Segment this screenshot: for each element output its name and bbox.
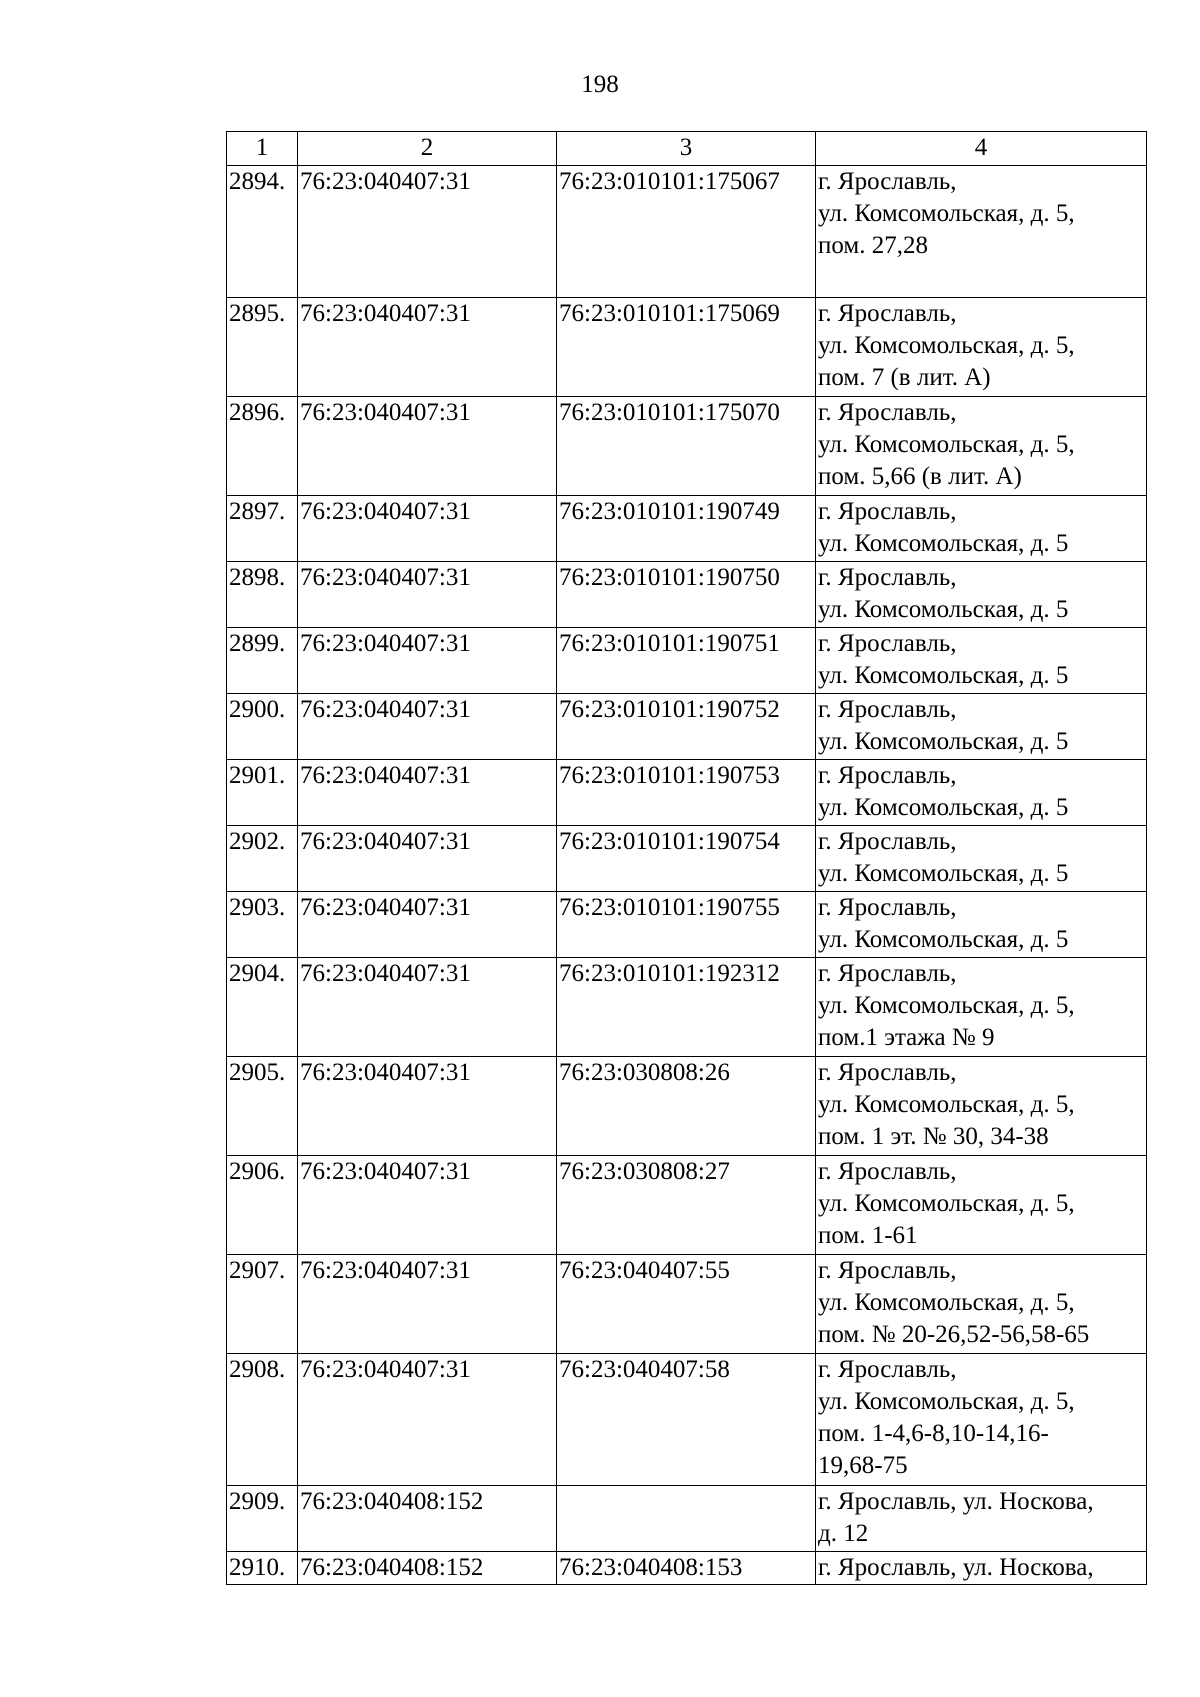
address-cell [816, 1354, 1147, 1486]
row-number-cell: 2910. [227, 1552, 298, 1585]
address-line: г. Ярославль, [818, 498, 957, 525]
parcel-number-cell: 76:23:040407:31 [298, 1156, 557, 1255]
address-line: г. Ярославль, [818, 399, 957, 426]
table-header [227, 132, 1147, 166]
table-row [227, 397, 1147, 496]
object-number-cell: 76:23:010101:190751 [557, 628, 816, 694]
address-line: г. Ярославль, [818, 762, 957, 789]
address-line: г. Ярославль, ул. Носкова, [818, 1554, 1094, 1581]
address-line: ул. Комсомольская, д. 5, [818, 332, 1075, 359]
parcel-number-cell: 76:23:040407:31 [298, 694, 557, 760]
object-number-cell: 76:23:030808:26 [557, 1057, 816, 1156]
address-line: ул. Комсомольская, д. 5, [818, 200, 1075, 227]
address-line: г. Ярославль, [818, 564, 957, 591]
address-line: г. Ярославль, [818, 1059, 957, 1086]
table-body [227, 166, 1147, 1585]
address-line: ул. Комсомольская, д. 5, [818, 992, 1075, 1019]
row-number-cell: 2905. [227, 1057, 298, 1156]
address-cell [816, 562, 1147, 628]
address-line: г. Ярославль, [818, 1257, 957, 1284]
object-number-cell: 76:23:010101:190749 [557, 496, 816, 562]
table-row [227, 496, 1147, 562]
object-number-cell: 76:23:010101:190752 [557, 694, 816, 760]
address-cell [816, 892, 1147, 958]
address-line: г. Ярославль, [818, 1158, 957, 1185]
table-row [227, 166, 1147, 298]
parcel-number-cell: 76:23:040407:31 [298, 760, 557, 826]
page-number: 198 [581, 71, 619, 98]
table-row [227, 298, 1147, 397]
address-line: ул. Комсомольская, д. 5, [818, 1190, 1075, 1217]
table-row [227, 892, 1147, 958]
table-row [227, 958, 1147, 1057]
address-cell [816, 298, 1147, 397]
address-line: г. Ярославль, [818, 300, 957, 327]
address-line: г. Ярославль, ул. Носкова, [818, 1488, 1094, 1515]
address-line: г. Ярославль, [818, 894, 957, 921]
row-number-cell: 2901. [227, 760, 298, 826]
address-line: ул. Комсомольская, д. 5, [818, 1388, 1075, 1415]
row-number-cell: 2898. [227, 562, 298, 628]
address-line: ул. Комсомольская, д. 5, [818, 1091, 1075, 1118]
address-cell [816, 166, 1147, 298]
object-number-cell: 76:23:010101:175070 [557, 397, 816, 496]
header-col-2: 2 [298, 132, 557, 166]
parcel-number-cell: 76:23:040407:31 [298, 892, 557, 958]
address-cell [816, 826, 1147, 892]
row-number-cell: 2904. [227, 958, 298, 1057]
row-number-cell: 2897. [227, 496, 298, 562]
row-number-cell: 2903. [227, 892, 298, 958]
parcel-number-cell: 76:23:040407:31 [298, 958, 557, 1057]
row-number-cell: 2900. [227, 694, 298, 760]
row-number-cell: 2896. [227, 397, 298, 496]
address-cell [816, 397, 1147, 496]
table-row [227, 826, 1147, 892]
table-row [227, 562, 1147, 628]
address-cell [816, 760, 1147, 826]
row-number-cell: 2899. [227, 628, 298, 694]
table-row [227, 760, 1147, 826]
object-number-cell: 76:23:010101:175069 [557, 298, 816, 397]
row-number-cell: 2909. [227, 1486, 298, 1552]
address-line: г. Ярославль, [818, 630, 957, 657]
parcel-number-cell: 76:23:040407:31 [298, 397, 557, 496]
address-line: г. Ярославль, [818, 828, 957, 855]
address-line: ул. Комсомольская, д. 5, [818, 1289, 1075, 1316]
parcel-number-cell: 76:23:040407:31 [298, 496, 557, 562]
parcel-number-cell: 76:23:040407:31 [298, 298, 557, 397]
address-cell [816, 1057, 1147, 1156]
address-line: г. Ярославль, [818, 1356, 957, 1383]
address-line: пом. 27,28 [818, 232, 928, 259]
address-cell [816, 496, 1147, 562]
table-row [227, 1255, 1147, 1354]
address-line: пом. 7 (в лит. А) [818, 364, 991, 391]
header-col-3: 3 [557, 132, 816, 166]
parcel-number-cell: 76:23:040407:31 [298, 562, 557, 628]
address-cell [816, 1255, 1147, 1354]
table-row [227, 1354, 1147, 1486]
address-line: ул. Комсомольская, д. 5 [818, 662, 1069, 689]
address-line: пом. 1-4,6-8,10-14,16- [818, 1420, 1049, 1447]
address-cell [816, 1156, 1147, 1255]
object-number-cell: 76:23:010101:190753 [557, 760, 816, 826]
address-cell [816, 958, 1147, 1057]
table-row [227, 628, 1147, 694]
header-row [227, 132, 1147, 166]
address-line: пом. 1-61 [818, 1222, 918, 1249]
address-line: ул. Комсомольская, д. 5 [818, 596, 1069, 623]
object-number-cell: 76:23:010101:192312 [557, 958, 816, 1057]
address-line: ул. Комсомольская, д. 5 [818, 926, 1069, 953]
object-number-cell: 76:23:040407:58 [557, 1354, 816, 1486]
row-number-cell: 2894. [227, 166, 298, 298]
address-line: пом. № 20-26,52-56,58-65 [818, 1321, 1090, 1348]
table-row [227, 694, 1147, 760]
address-line: ул. Комсомольская, д. 5, [818, 431, 1075, 458]
parcel-number-cell: 76:23:040408:152 [298, 1486, 557, 1552]
object-number-cell: 76:23:040407:55 [557, 1255, 816, 1354]
address-line: ул. Комсомольская, д. 5 [818, 860, 1069, 887]
address-cell [816, 1552, 1147, 1585]
object-number-cell: 76:23:010101:175067 [557, 166, 816, 298]
parcel-number-cell: 76:23:040407:31 [298, 1255, 557, 1354]
row-number-cell: 2906. [227, 1156, 298, 1255]
object-number-cell: 76:23:010101:190750 [557, 562, 816, 628]
parcel-number-cell: 76:23:040407:31 [298, 628, 557, 694]
address-cell [816, 694, 1147, 760]
parcel-number-cell: 76:23:040407:31 [298, 826, 557, 892]
address-line: пом. 1 эт. № 30, 34-38 [818, 1123, 1049, 1150]
object-number-cell [557, 1486, 816, 1552]
address-line: г. Ярославль, [818, 696, 957, 723]
table-row [227, 1156, 1147, 1255]
row-number-cell: 2895. [227, 298, 298, 397]
table-row [227, 1552, 1147, 1585]
address-cell [816, 1486, 1147, 1552]
row-number-cell: 2902. [227, 826, 298, 892]
address-line: пом. 5,66 (в лит. А) [818, 463, 1022, 490]
address-line: д. 12 [818, 1520, 869, 1547]
object-number-cell: 76:23:040408:153 [557, 1552, 816, 1585]
table-row [227, 1057, 1147, 1156]
parcel-number-cell: 76:23:040408:152 [298, 1552, 557, 1585]
object-number-cell: 76:23:030808:27 [557, 1156, 816, 1255]
address-line: ул. Комсомольская, д. 5 [818, 794, 1069, 821]
address-line: г. Ярославль, [818, 960, 957, 987]
address-cell [816, 628, 1147, 694]
parcel-number-cell: 76:23:040407:31 [298, 1057, 557, 1156]
address-line: 19,68-75 [818, 1452, 908, 1479]
address-line: г. Ярославль, [818, 168, 957, 195]
table-row [227, 1486, 1147, 1552]
parcel-number-cell: 76:23:040407:31 [298, 166, 557, 298]
parcel-number-cell: 76:23:040407:31 [298, 1354, 557, 1486]
row-number-cell: 2907. [227, 1255, 298, 1354]
header-col-1: 1 [227, 132, 298, 166]
address-line: ул. Комсомольская, д. 5 [818, 530, 1069, 557]
row-number-cell: 2908. [227, 1354, 298, 1486]
object-number-cell: 76:23:010101:190754 [557, 826, 816, 892]
registry-table [226, 131, 1147, 1585]
address-line: пом.1 этажа № 9 [818, 1024, 995, 1051]
header-col-4: 4 [816, 132, 1147, 166]
address-line: ул. Комсомольская, д. 5 [818, 728, 1069, 755]
object-number-cell: 76:23:010101:190755 [557, 892, 816, 958]
